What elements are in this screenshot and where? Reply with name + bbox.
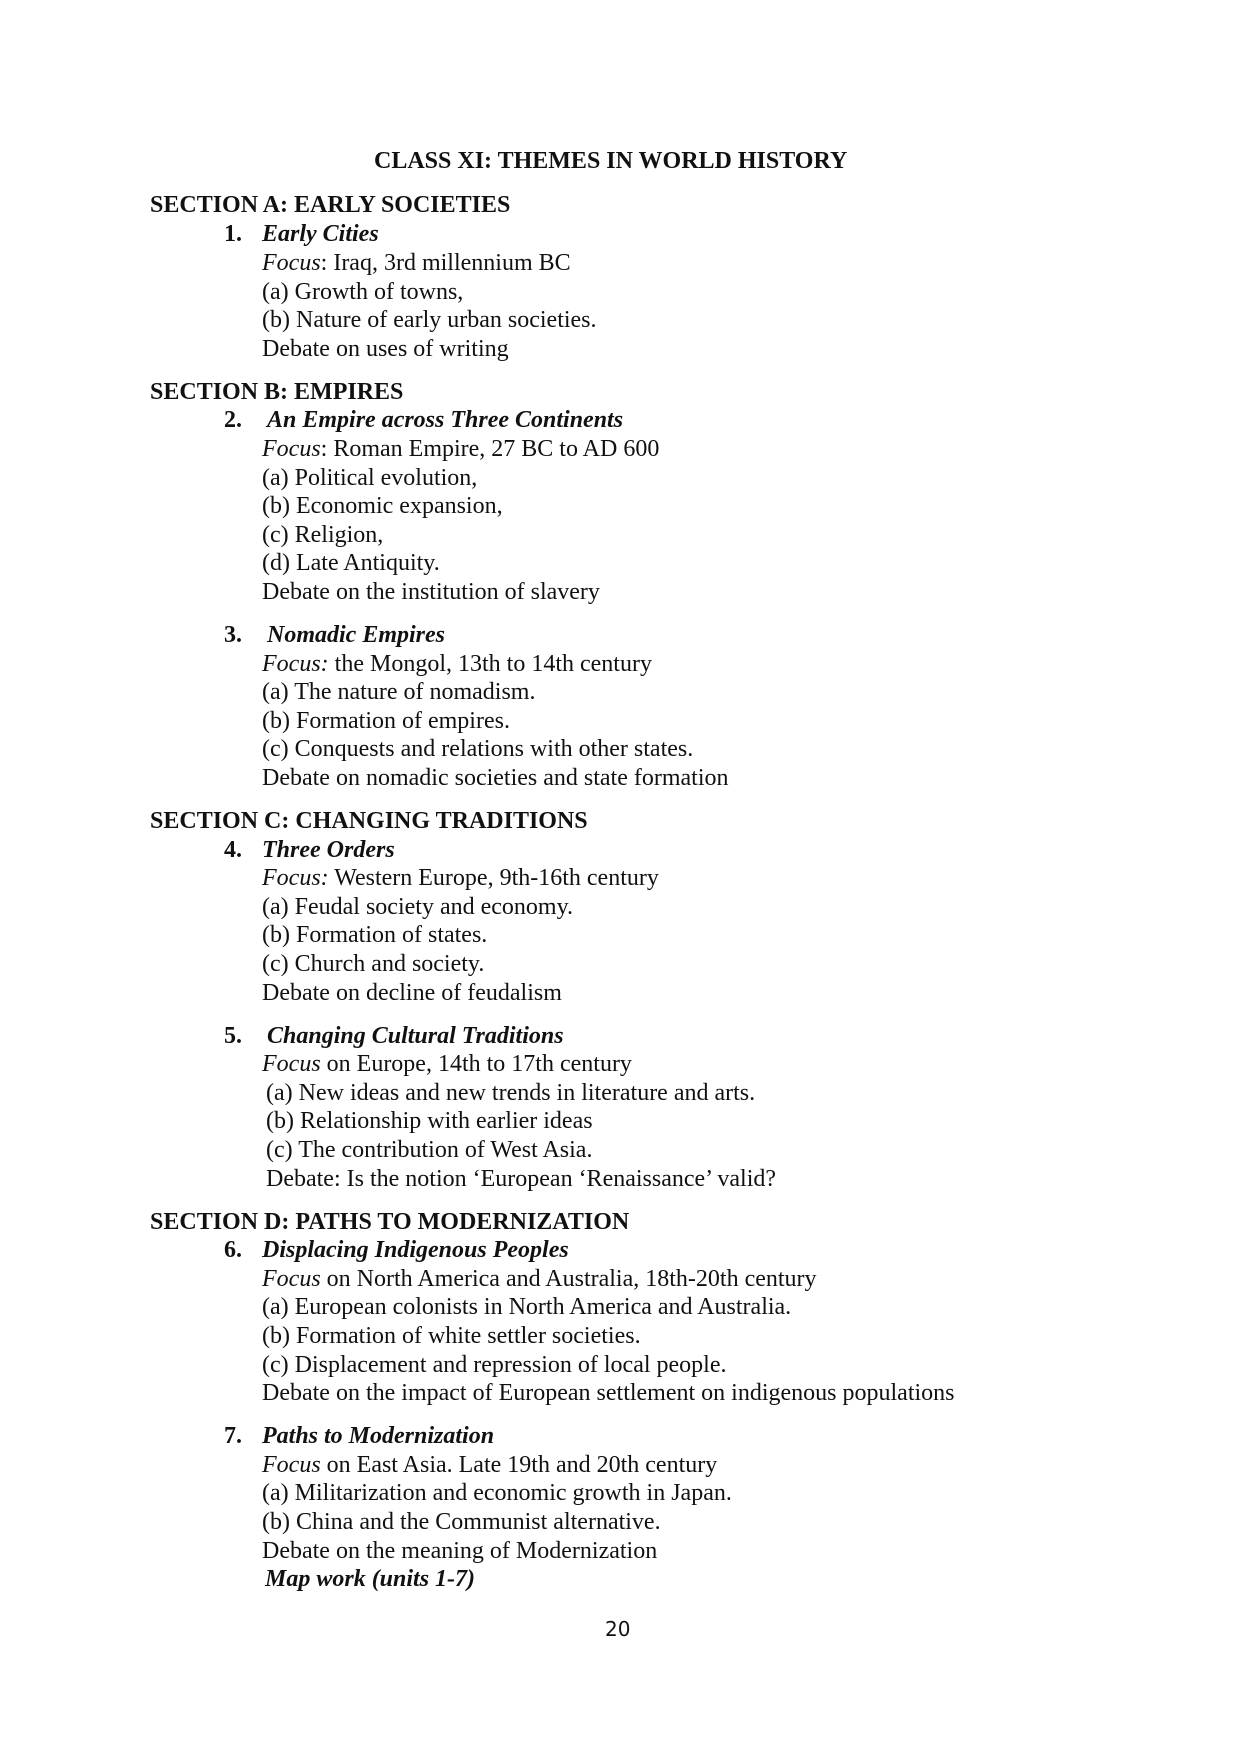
debate-line: Debate: Is the notion ‘European ‘Renaissance’ valid? (266, 1166, 777, 1192)
section-heading-a: SECTION A: EARLY SOCIETIES (150, 192, 511, 218)
unit-title-paths-to-modernization: Paths to Modernization (262, 1423, 495, 1449)
unit-title-empire-three-continents: An Empire across Three Continents (267, 407, 624, 433)
point-item: (c) Displacement and repression of local people. (262, 1352, 727, 1378)
focus-line (262, 1266, 817, 1293)
debate-line: Debate on nomadic societies and state formation (262, 765, 729, 791)
unit-number: 3. (224, 622, 242, 648)
point-item: (b) Nature of early urban societies. (262, 307, 597, 333)
debate-line: Debate on the meaning of Modernization (262, 1538, 658, 1564)
section-heading-b: SECTION B: EMPIRES (150, 379, 404, 405)
point-item: (c) Religion, (262, 522, 384, 548)
focus-label: Focus (262, 436, 321, 462)
focus-line (262, 865, 659, 892)
point-item: (b) Formation of states. (262, 922, 488, 948)
focus-line (262, 1051, 632, 1078)
point-item: (a) Feudal society and economy. (262, 894, 574, 920)
section-heading-d: SECTION D: PATHS TO MODERNIZATION (150, 1209, 630, 1235)
focus-text: Western Europe, 9th-16th century (328, 865, 659, 891)
point-item: (a) The nature of nomadism. (262, 679, 536, 705)
point-item: (b) China and the Communist alternative. (262, 1509, 661, 1535)
focus-label: Focus (262, 1266, 321, 1292)
point-item: (a) New ideas and new trends in literature and arts. (266, 1080, 756, 1106)
debate-line: Debate on the institution of slavery (262, 579, 600, 605)
point-item: (a) Political evolution, (262, 465, 478, 491)
unit-title-three-orders: Three Orders (262, 837, 395, 863)
focus-line (262, 1452, 717, 1479)
focus-label: Focus (262, 1051, 321, 1077)
focus-label: Focus: (262, 865, 329, 891)
focus-label: Focus (262, 1452, 321, 1478)
map-work-note: Map work (units 1-7) (265, 1566, 476, 1592)
point-item: (b) Formation of empires. (262, 708, 510, 734)
point-item: (c) Conquests and relations with other states. (262, 736, 694, 762)
debate-line: Debate on decline of feudalism (262, 980, 562, 1006)
point-item: (a) European colonists in North America and Australia. (262, 1294, 792, 1320)
debate-line: Debate on the impact of European settlement on indigenous populations (262, 1380, 955, 1406)
point-item: (b) Economic expansion, (262, 493, 503, 519)
focus-text: : Iraq, 3rd millennium BC (320, 250, 571, 276)
point-item: (d) Late Antiquity. (262, 550, 440, 576)
point-item: (b) Formation of white settler societies. (262, 1323, 641, 1349)
unit-title-early-cities: Early Cities (262, 221, 379, 247)
point-item: (c) Church and society. (262, 951, 485, 977)
page-title: CLASS XI: THEMES IN WORLD HISTORY (374, 148, 848, 174)
focus-label: Focus (262, 250, 321, 276)
unit-number: 1. (224, 221, 242, 247)
unit-title-displacing-indigenous-peoples: Displacing Indigenous Peoples (262, 1237, 569, 1263)
point-item: (c) The contribution of West Asia. (266, 1137, 593, 1163)
page-number: 20 (605, 1617, 631, 1641)
unit-number: 4. (224, 837, 242, 863)
unit-title-nomadic-empires: Nomadic Empires (267, 622, 445, 648)
focus-line (262, 436, 659, 463)
focus-text: : Roman Empire, 27 BC to AD 600 (320, 436, 660, 462)
focus-text: on Europe, 14th to 17th century (320, 1051, 632, 1077)
unit-number: 2. (224, 407, 242, 433)
point-item: (b) Relationship with earlier ideas (266, 1108, 593, 1134)
point-item: (a) Growth of towns, (262, 279, 464, 305)
unit-number: 6. (224, 1237, 242, 1263)
section-heading-c: SECTION C: CHANGING TRADITIONS (150, 808, 588, 834)
unit-number: 7. (224, 1423, 242, 1449)
focus-text: on North America and Australia, 18th-20th century (320, 1266, 817, 1292)
point-item: (a) Militarization and economic growth in Japan. (262, 1480, 732, 1506)
unit-number: 5. (224, 1023, 242, 1049)
focus-text: the Mongol, 13th to 14th century (328, 651, 652, 677)
unit-title-changing-cultural-traditions: Changing Cultural Traditions (267, 1023, 564, 1049)
focus-line (262, 651, 652, 678)
debate-line: Debate on uses of writing (262, 336, 509, 362)
focus-line (262, 250, 571, 277)
focus-label: Focus: (262, 651, 329, 677)
focus-text: on East Asia. Late 19th and 20th century (320, 1452, 718, 1478)
